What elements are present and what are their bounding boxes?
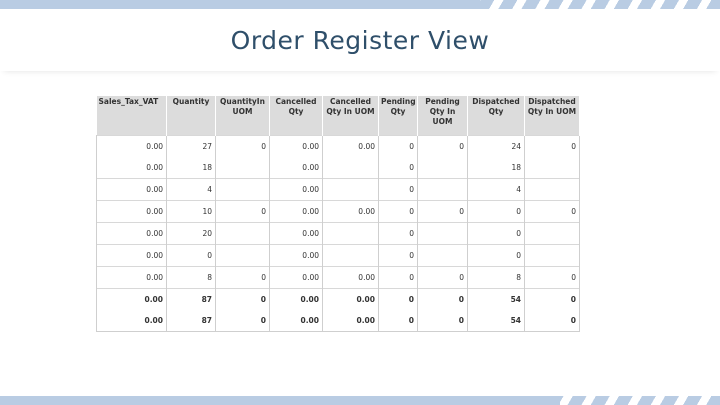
top-stripe-pattern bbox=[480, 0, 720, 9]
table-cell bbox=[216, 223, 270, 245]
table-cell: 0 bbox=[525, 201, 580, 223]
table-row bbox=[97, 223, 580, 245]
table-cell: 0.00 bbox=[270, 157, 323, 179]
table-cell: 0.00 bbox=[97, 201, 167, 223]
table-cell: 0 bbox=[418, 201, 468, 223]
table-cell bbox=[525, 245, 580, 267]
table-header-row bbox=[97, 96, 580, 136]
table-cell bbox=[418, 157, 468, 179]
table-cell: 0.00 bbox=[270, 310, 323, 332]
table-cell: 0 bbox=[468, 223, 525, 245]
page-title: Order Register View bbox=[230, 26, 490, 55]
table-cell: 0 bbox=[525, 267, 580, 289]
table-cell: 0 bbox=[379, 245, 418, 267]
column-header-quantity-in-uom: QuantityIn UOM bbox=[216, 96, 270, 136]
table-cell: 0.00 bbox=[323, 289, 379, 311]
table-cell: 0 bbox=[418, 267, 468, 289]
table-cell: 0 bbox=[525, 136, 580, 158]
table-cell bbox=[323, 179, 379, 201]
table-cell: 0 bbox=[468, 245, 525, 267]
table-cell: 0 bbox=[216, 310, 270, 332]
column-header-quantity: Quantity bbox=[167, 96, 216, 136]
table-cell: 87 bbox=[167, 289, 216, 311]
table-cell bbox=[216, 179, 270, 201]
table-cell: 0.00 bbox=[270, 245, 323, 267]
table-cell: 0.00 bbox=[270, 289, 323, 311]
table-cell: 0.00 bbox=[270, 136, 323, 158]
table-cell: 27 bbox=[167, 136, 216, 158]
table-cell: 0 bbox=[167, 245, 216, 267]
table-row bbox=[97, 310, 580, 332]
table-cell: 0 bbox=[468, 201, 525, 223]
table-cell bbox=[525, 223, 580, 245]
table-cell bbox=[418, 245, 468, 267]
order-register-table-container bbox=[96, 96, 579, 332]
table-cell: 8 bbox=[468, 267, 525, 289]
bottom-stripe-pattern bbox=[560, 396, 720, 405]
table-row bbox=[97, 157, 580, 179]
table-row bbox=[97, 245, 580, 267]
table-cell bbox=[525, 157, 580, 179]
table-cell: 0.00 bbox=[323, 310, 379, 332]
table-row bbox=[97, 136, 580, 158]
table-cell: 0 bbox=[379, 179, 418, 201]
table-cell: 0.00 bbox=[270, 223, 323, 245]
table-cell: 0 bbox=[418, 136, 468, 158]
table-row bbox=[97, 179, 580, 201]
table-cell: 54 bbox=[468, 310, 525, 332]
table-cell: 4 bbox=[468, 179, 525, 201]
column-header-pending-qty-in-uom: Pending Qty In UOM bbox=[418, 96, 468, 136]
table-cell: 0.00 bbox=[97, 223, 167, 245]
table-cell: 4 bbox=[167, 179, 216, 201]
table-cell: 0.00 bbox=[97, 245, 167, 267]
table-cell bbox=[216, 245, 270, 267]
table-cell bbox=[418, 223, 468, 245]
table-cell: 0 bbox=[379, 267, 418, 289]
table-cell: 0 bbox=[525, 310, 580, 332]
table-cell: 0 bbox=[379, 289, 418, 311]
column-header-pending-qty: Pending Qty bbox=[379, 96, 418, 136]
table-cell: 0.00 bbox=[323, 136, 379, 158]
table-row bbox=[97, 267, 580, 289]
table-cell: 0 bbox=[216, 201, 270, 223]
table-cell: 0 bbox=[418, 289, 468, 311]
column-header-sales-tax-vat: Sales_Tax_VAT bbox=[97, 96, 167, 136]
table-cell: 0 bbox=[379, 310, 418, 332]
table-cell: 8 bbox=[167, 267, 216, 289]
table-cell: 0 bbox=[216, 289, 270, 311]
table-cell bbox=[323, 223, 379, 245]
table-cell bbox=[323, 157, 379, 179]
table-cell bbox=[525, 179, 580, 201]
table-body bbox=[97, 136, 580, 332]
table-cell: 0.00 bbox=[323, 201, 379, 223]
table-cell: 0 bbox=[379, 223, 418, 245]
table-row bbox=[97, 201, 580, 223]
table-cell: 0 bbox=[379, 157, 418, 179]
table-cell: 20 bbox=[167, 223, 216, 245]
table-cell: 18 bbox=[167, 157, 216, 179]
column-header-dispatched-qty-in-uom: Dispatched Qty In UOM bbox=[525, 96, 580, 136]
order-register-table bbox=[96, 96, 580, 332]
table-cell bbox=[418, 179, 468, 201]
table-cell: 87 bbox=[167, 310, 216, 332]
table-cell: 0.00 bbox=[97, 289, 167, 311]
table-cell: 0 bbox=[379, 201, 418, 223]
table-cell: 0 bbox=[216, 136, 270, 158]
table-cell bbox=[323, 245, 379, 267]
table-cell: 0 bbox=[216, 267, 270, 289]
table-cell: 0.00 bbox=[97, 179, 167, 201]
table-cell: 0 bbox=[418, 310, 468, 332]
table-cell: 0.00 bbox=[270, 201, 323, 223]
table-cell: 0 bbox=[379, 136, 418, 158]
column-header-cancelled-qty-in-uom: Cancelled Qty In UOM bbox=[323, 96, 379, 136]
table-cell bbox=[216, 157, 270, 179]
table-cell: 0.00 bbox=[97, 267, 167, 289]
table-row bbox=[97, 289, 580, 311]
table-cell: 0.00 bbox=[97, 136, 167, 158]
table-cell: 10 bbox=[167, 201, 216, 223]
table-cell: 24 bbox=[468, 136, 525, 158]
table-cell: 0.00 bbox=[270, 179, 323, 201]
table-cell: 0.00 bbox=[270, 267, 323, 289]
table-cell: 54 bbox=[468, 289, 525, 311]
table-cell: 0.00 bbox=[97, 310, 167, 332]
column-header-cancelled-qty: Cancelled Qty bbox=[270, 96, 323, 136]
table-cell: 0.00 bbox=[323, 267, 379, 289]
table-cell: 0.00 bbox=[97, 157, 167, 179]
table-cell: 18 bbox=[468, 157, 525, 179]
table-cell: 0 bbox=[525, 289, 580, 311]
column-header-dispatched-qty: Dispatched Qty bbox=[468, 96, 525, 136]
